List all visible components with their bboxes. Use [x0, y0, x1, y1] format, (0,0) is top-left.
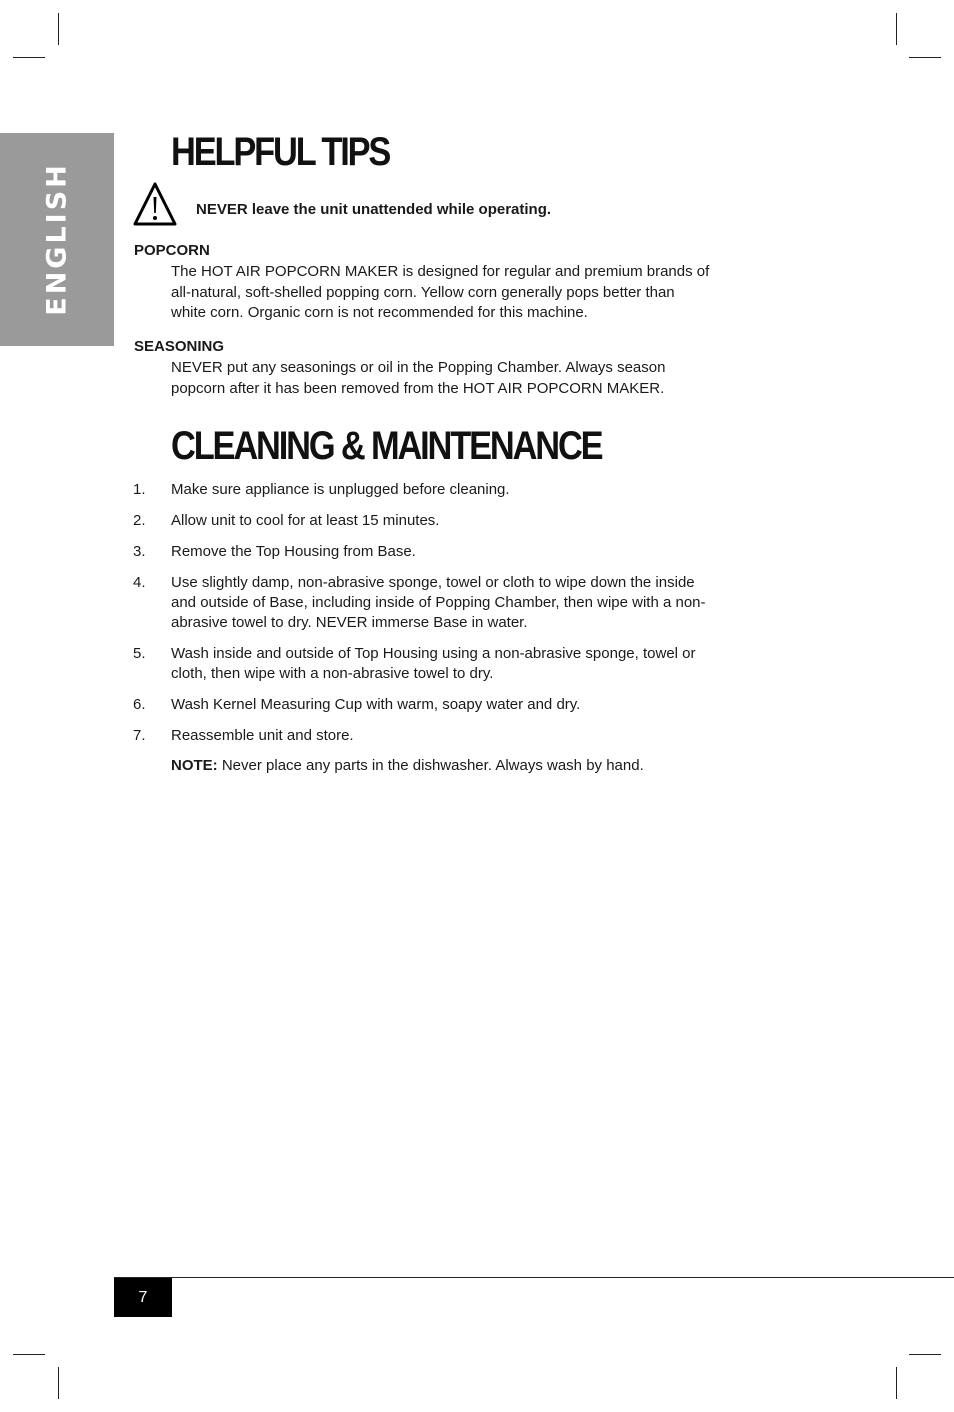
- seasoning-text: NEVER put any seasonings or oil in the Popping Chamber. Always season popcorn after it has been removed from the HOT AIR POPCORN MAKER.: [171, 359, 666, 397]
- popcorn-text: The HOT AIR POPCORN MAKER is designed for regular and premium brands of all-natural, soft-shelled popping corn. Yellow corn generally pops better than white corn. Organic corn is not recommended for this machine.: [171, 263, 710, 321]
- crop-mark: [13, 1354, 45, 1355]
- page-number: 7: [114, 1278, 172, 1317]
- warning-triangle-icon: [133, 181, 177, 227]
- list-item: [133, 644, 713, 684]
- seasoning-heading: SEASONING: [134, 338, 225, 355]
- step-number: 4.: [133, 573, 146, 591]
- step-number: 5.: [133, 644, 146, 662]
- language-tab-label: ENGLISH: [41, 162, 73, 316]
- crop-mark: [896, 13, 897, 45]
- list-item: [133, 542, 713, 562]
- cleaning-title: CLEANING & MAINTENANCE: [171, 424, 602, 468]
- crop-mark: [58, 1367, 59, 1399]
- note-text: Never place any parts in the dishwasher. Always wash by hand.: [217, 757, 644, 774]
- warning-text: NEVER leave the unit unattended while operating.: [196, 201, 552, 218]
- list-item: [133, 695, 713, 715]
- step-number: 2.: [133, 511, 146, 529]
- step-text: Remove the Top Housing from Base.: [171, 542, 416, 560]
- language-tab: [0, 133, 114, 346]
- step-text: Wash inside and outside of Top Housing using a non-abrasive sponge, towel or cloth, then wipe with a non-abrasive towel to dry.: [171, 644, 696, 683]
- list-item: [133, 573, 713, 634]
- step-number: 3.: [133, 542, 146, 560]
- helpful-tips-title: HELPFUL TIPS: [171, 130, 390, 174]
- step-number: 7.: [133, 726, 146, 744]
- crop-mark: [13, 57, 45, 58]
- note-label: NOTE:: [171, 757, 218, 774]
- step-text: Allow unit to cool for at least 15 minutes.: [171, 511, 440, 529]
- step-text: Make sure appliance is unplugged before cleaning.: [171, 481, 510, 498]
- crop-mark: [896, 1367, 897, 1399]
- list-item: [133, 726, 713, 746]
- step-text: Wash Kernel Measuring Cup with warm, soapy water and dry.: [171, 696, 581, 714]
- popcorn-heading: POPCORN: [134, 242, 210, 259]
- step-text: Reassemble unit and store.: [171, 726, 354, 744]
- step-number: 6.: [133, 696, 146, 714]
- list-item: [133, 480, 713, 500]
- dishwasher-note: [171, 757, 644, 774]
- list-item: [133, 511, 713, 531]
- step-text: Use slightly damp, non-abrasive sponge, towel or cloth to wipe down the inside and outside of Base, including inside of Popping Chamber, then wipe with a non-abrasive towel to dry. NEVER immerse Base in water.: [171, 573, 706, 632]
- cleaning-steps-list: [133, 480, 713, 757]
- crop-mark: [58, 13, 59, 45]
- crop-mark: [909, 1354, 941, 1355]
- crop-mark: [909, 57, 941, 58]
- footer-rule: [114, 1277, 954, 1278]
- step-number: 1.: [133, 481, 146, 498]
